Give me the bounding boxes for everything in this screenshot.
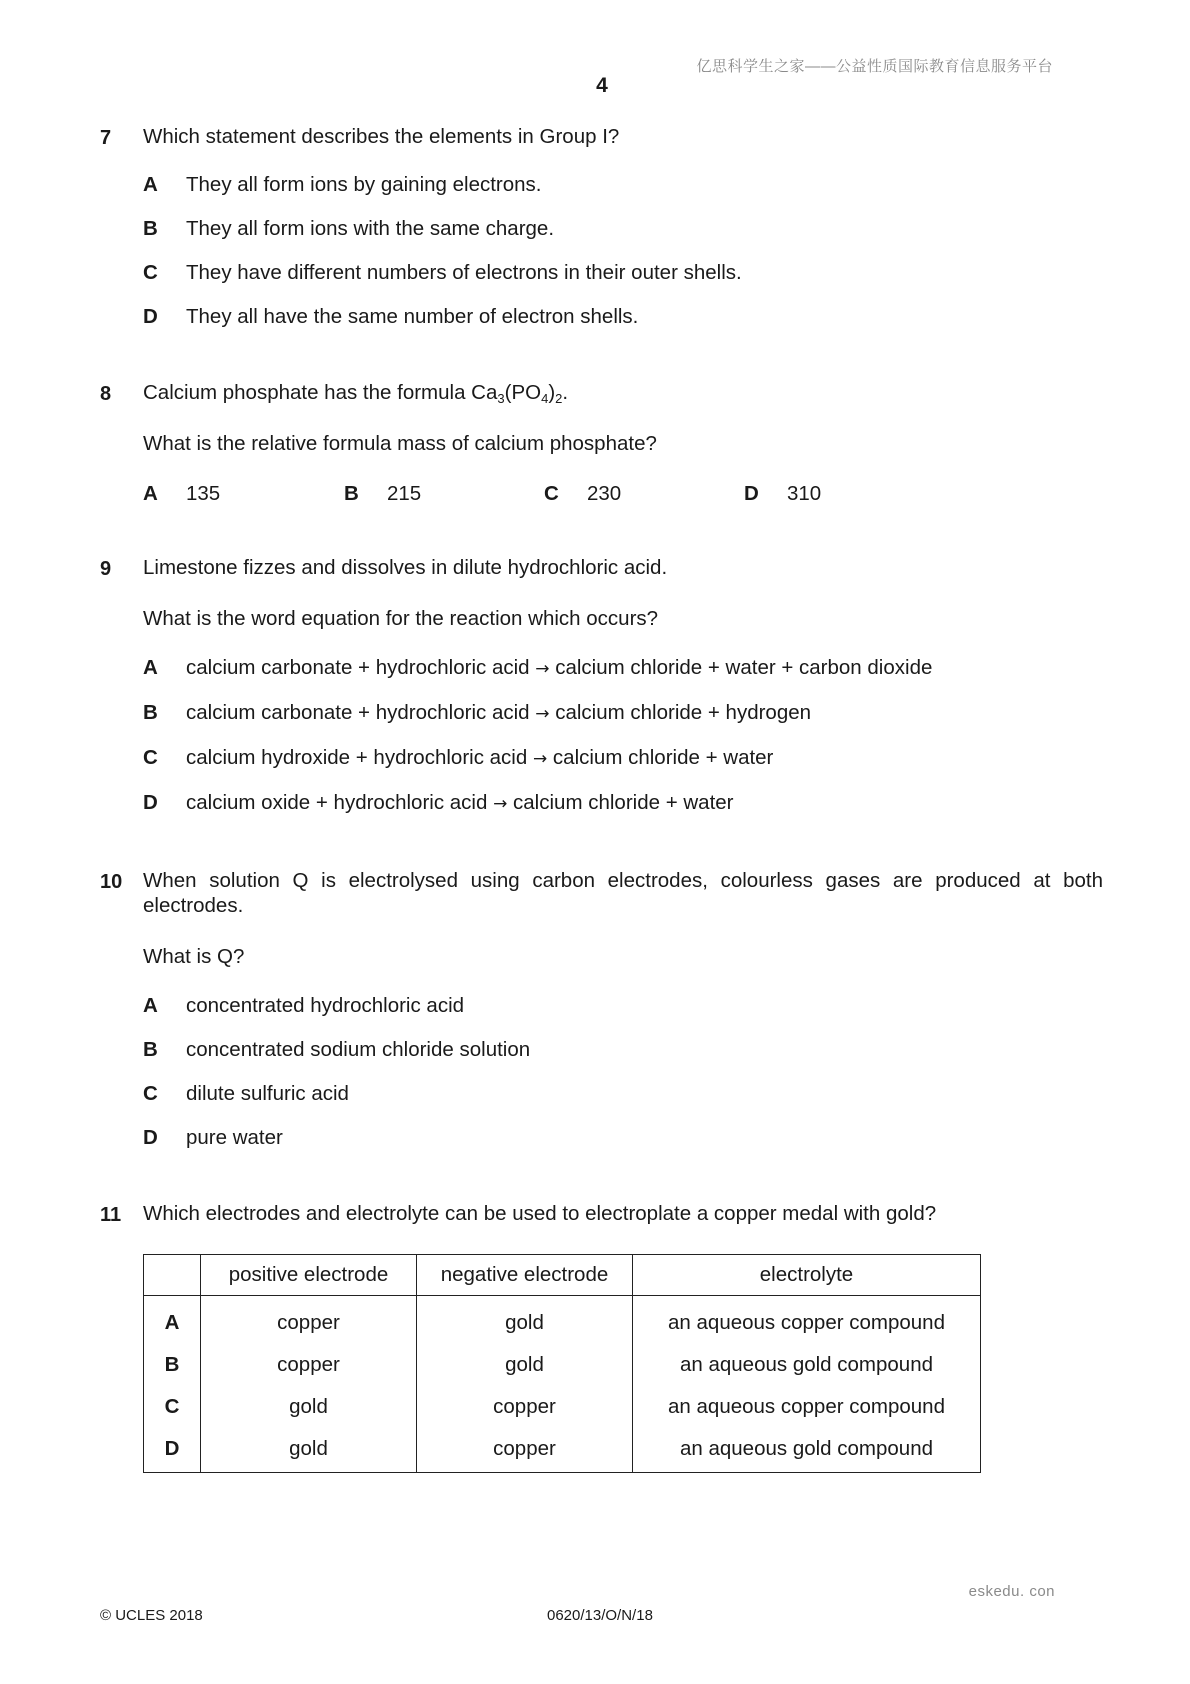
question-9-question: What is the word equation for the reaction which occurs?: [143, 607, 659, 630]
equation-left: calcium oxide + hydrochloric acid: [186, 791, 488, 814]
table-header-cell: electrolyte: [633, 1255, 981, 1296]
formula-end: .: [562, 381, 569, 404]
question-10-question: What is Q?: [143, 945, 245, 968]
question-10-option-a: [143, 994, 464, 1018]
option-text: They have different numbers of electrons in their outer shells.: [186, 261, 742, 284]
question-8-stem: [143, 380, 568, 406]
option-letter: A: [143, 656, 158, 679]
option-letter: C: [143, 261, 158, 284]
table-header-cell: positive electrode: [201, 1255, 417, 1296]
row-letter: A: [144, 1296, 201, 1345]
table-cell: gold: [417, 1344, 633, 1386]
option-letter: A: [143, 173, 158, 196]
equation-right: calcium chloride + water + carbon dioxide: [555, 656, 933, 679]
option-letter: C: [143, 746, 158, 769]
table-cell: gold: [417, 1296, 633, 1345]
question-8-option-b: [344, 482, 421, 506]
formula-prefix: Calcium phosphate has the formula Ca: [143, 381, 498, 404]
arrow-icon: →: [535, 704, 550, 724]
equation-left: calcium hydroxide + hydrochloric acid: [186, 746, 528, 769]
option-letter: B: [143, 1038, 158, 1061]
question-7-option-c: [143, 261, 742, 285]
table-row: [144, 1296, 981, 1345]
header-watermark: 亿思科学生之家——公益性质国际教育信息服务平台: [696, 58, 1053, 75]
option-text: 215: [387, 482, 422, 505]
question-11-stem: Which electrodes and electrolyte can be used to electroplate a copper medal with gold?: [143, 1202, 937, 1225]
question-10-option-c: [143, 1082, 349, 1106]
table-row: [144, 1344, 981, 1386]
option-text: concentrated sodium chloride solution: [186, 1038, 531, 1061]
table-cell: copper: [417, 1386, 633, 1428]
table-header-cell: negative electrode: [417, 1255, 633, 1296]
formula-subscript: 3: [497, 391, 505, 406]
option-letter: B: [344, 482, 359, 505]
table-cell: copper: [201, 1344, 417, 1386]
formula-part: ): [548, 381, 556, 404]
option-text: 230: [587, 482, 622, 505]
question-7-option-d: [143, 305, 638, 329]
equation-left: calcium carbonate + hydrochloric acid: [186, 701, 530, 724]
table-cell: copper: [201, 1296, 417, 1345]
formula-subscript: 2: [555, 391, 563, 406]
question-8-number: 8: [100, 383, 112, 405]
option-letter: D: [744, 482, 759, 505]
question-10-number: 10: [100, 871, 123, 893]
table-cell: an aqueous gold compound: [633, 1344, 981, 1386]
row-letter: D: [144, 1428, 201, 1473]
question-8-question: What is the relative formula mass of calcium phosphate?: [143, 432, 657, 455]
question-7-number: 7: [100, 127, 112, 149]
table-row: [144, 1428, 981, 1473]
footer-copyright: © UCLES 2018: [100, 1607, 203, 1624]
question-9-stem: Limestone fizzes and dissolves in dilute hydrochloric acid.: [143, 556, 668, 579]
option-letter: C: [143, 1082, 158, 1105]
footer-paper-code: 0620/13/O/N/18: [547, 1607, 653, 1624]
question-10-option-b: [143, 1038, 530, 1062]
question-8-option-c: [544, 482, 621, 506]
question-9-number: 9: [100, 558, 112, 580]
option-letter: A: [143, 994, 158, 1017]
question-9-option-d: [143, 791, 734, 815]
arrow-icon: →: [535, 659, 550, 679]
question-9-option-b: [143, 701, 811, 725]
option-text: They all form ions with the same charge.: [186, 217, 555, 240]
answer-table: [143, 1254, 981, 1473]
table-cell: an aqueous copper compound: [633, 1386, 981, 1428]
option-letter: B: [143, 217, 158, 240]
equation-right: calcium chloride + water: [552, 746, 774, 769]
option-text: 310: [787, 482, 822, 505]
question-9-option-a: [143, 656, 932, 680]
table-cell: an aqueous gold compound: [633, 1428, 981, 1473]
question-11-number: 11: [100, 1204, 122, 1226]
table-header-row: [144, 1255, 981, 1296]
formula-subscript: 4: [541, 391, 549, 406]
equation-right: calcium chloride + water: [513, 791, 734, 814]
option-text: 135: [186, 482, 221, 505]
question-7-option-b: [143, 217, 554, 241]
option-text: dilute sulfuric acid: [186, 1082, 349, 1105]
page-number: 4: [596, 74, 608, 97]
option-text: They all have the same number of electron shells.: [186, 305, 639, 328]
option-letter: D: [143, 305, 158, 328]
option-letter: A: [143, 482, 158, 505]
question-9-option-c: [143, 746, 773, 770]
arrow-icon: →: [532, 749, 548, 769]
option-text: pure water: [186, 1126, 283, 1149]
equation-left: calcium carbonate + hydrochloric acid: [186, 656, 530, 679]
option-text: concentrated hydrochloric acid: [186, 994, 465, 1017]
table-cell: gold: [201, 1386, 417, 1428]
table-cell: an aqueous copper compound: [633, 1296, 981, 1345]
option-text: They all form ions by gaining electrons.: [186, 173, 542, 196]
table-cell: gold: [201, 1428, 417, 1473]
row-letter: C: [144, 1386, 201, 1428]
table-header-cell: [144, 1255, 201, 1296]
option-letter: C: [544, 482, 559, 505]
question-10-stem-line1: When solution Q is electrolysed using carbon electrodes, colourless gases are produced at both: [143, 869, 1103, 892]
formula-part: (PO: [504, 381, 542, 404]
equation-right: calcium chloride + hydrogen: [555, 701, 812, 724]
option-letter: D: [143, 791, 158, 814]
table-cell: copper: [417, 1428, 633, 1473]
row-letter: B: [144, 1344, 201, 1386]
question-7-stem: Which statement describes the elements in Group I?: [143, 125, 620, 148]
arrow-icon: →: [493, 794, 508, 814]
option-letter: B: [143, 701, 158, 724]
option-letter: D: [143, 1126, 158, 1149]
question-8-option-d: [744, 482, 821, 506]
footer-site-watermark: eskedu. con: [968, 1583, 1055, 1600]
question-10-option-d: [143, 1126, 283, 1150]
question-7-option-a: [143, 173, 542, 197]
question-10-stem-line2: electrodes.: [143, 894, 244, 917]
table-row: [144, 1386, 981, 1428]
question-8-option-a: [143, 482, 220, 506]
